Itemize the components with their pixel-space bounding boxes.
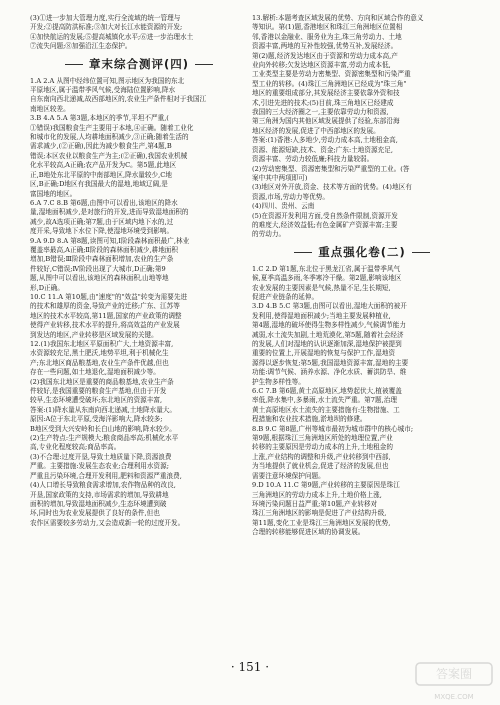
watermark-text: MXQE.COM: [434, 693, 474, 701]
text-line: 地区的技术水平较高,第11题,国家的产业政策的调整: [30, 311, 182, 320]
text-line: 资源丰富,两地的互补性较强,优势互补,发展经济。: [252, 42, 398, 51]
text-line: 第(2)题,经济发达地区由于资源和劳动力成本高,产: [252, 51, 398, 60]
text-line: (3)①进一步加大管理力度,实行全流域的统一管理与: [30, 14, 181, 22]
text-line: 9.A 9.D 8.A 第8题,读图可知,Ⅰ阶段森林面积最广,林业: [30, 236, 190, 245]
text-line: 坏,同时也为农业发展提供了良好的条件,但也: [30, 509, 160, 518]
text-line: 的劳动力。: [252, 230, 286, 239]
text-line: 农业发展的主要因素是气候,热量不足,生长期短,: [252, 283, 391, 292]
text-line: 术,引进先进的技术;(5)目前,珠三角地区已经建成: [252, 98, 394, 107]
text-line: 资源丰富、劳动力较低廉;科技力量较弱。: [252, 155, 374, 164]
text-line: 13.解析:本题考查区域发展的优势、方向和区域合作的意义: [252, 14, 424, 22]
answer-site-logo-icon: [414, 661, 494, 687]
text-line: 严重。主要措施:发展生态农业;合理利用水资源;: [30, 462, 169, 471]
text-line: 发利用,使得湿地面积减少;当地主要发展种植业,: [252, 311, 391, 320]
text-line: 程措施和农业技术措施,淤地坝的修建。: [252, 415, 367, 424]
text-line: 8.B 9.C 第8题,广州等城市最初为城市群中的核心城市;: [252, 424, 414, 433]
text-line: 第4题,湿地的破坏使得生物多样性减少,气候调节能力: [252, 321, 406, 330]
text-line: 减少,故A选项正确;第7题,由于区域内地下水的,过: [30, 217, 174, 226]
text-line: 率低,降水集中,多暴雨,水土流失严重。第7题,治理: [252, 396, 397, 405]
text-line: 增加,B错误;Ⅲ阶段中森林面积增加,农业的生产条: [30, 255, 174, 264]
text-line: 错误;本区农业以粮食生产为主;(②正确),我国农业机械: [30, 151, 188, 160]
text-line: 转移的主要原因是劳动力成本的上升,土地租金的: [252, 443, 394, 452]
text-line: 件较好,是我国重要的粮食生产基地,但由于开发: [30, 387, 167, 396]
text-line: (4)四川、贵州、云南: [252, 202, 315, 211]
text-line: 案中其中两项即可): [252, 173, 308, 182]
text-line: 化水平较高,A正确;农产品开发为C。第5题,此地区: [30, 161, 177, 170]
text-line: (2)我国东北地区是重要的商品粮基地,农业生产条: [30, 377, 174, 386]
text-line: 12.(1)我国东北地区平原面积广大,土地资源丰富,: [30, 340, 174, 348]
section-heading-right: [252, 244, 472, 260]
text-line: 型工业的转移。(4)珠江三角洲地区已经成为"珠三角": [252, 79, 407, 88]
text-line: 10.C 11.A 第10题,由"速度"的"效益"转变为需要先进: [30, 292, 188, 301]
text-line: 需要注意环境保护问题。: [252, 471, 325, 480]
heading-dash-right: [195, 64, 213, 65]
svg-text:答案圈: 答案圈: [435, 667, 473, 681]
text-line: (3)不合理:过度开垦,导致土地质量下降,资源浪费: [30, 452, 172, 461]
right-column: [252, 14, 472, 538]
text-line: 开发;②提高防洪标准;③加大对长江水能资源的开发;: [30, 23, 183, 32]
text-line: ⑦流失问题;⑧加强沿江生态保护。: [30, 42, 132, 51]
text-line: 开垦,国家政策的支持,市场需求的增加,导致耕地: [30, 490, 169, 499]
text-line: 地区的重要组成部分,其发展经济主要依靠外资和技: [252, 89, 400, 98]
text-line: (2)劳动密集型、资源密集型和污染严重型的工业。(答: [252, 164, 410, 173]
text-line: 存在一些问题,如土地退化,湿地面积减少等。: [30, 368, 160, 377]
text-line: 需求减少,(②正确),因此为减少粮食生产,第4题,B: [30, 142, 172, 151]
text-line: 件较好,C错误;Ⅳ阶段出现了大城市,D正确;第9: [30, 264, 166, 273]
text-line: 功能:调节气候、涵养水源、净化水质、蓄洪防旱、维: [252, 368, 407, 377]
text-line: 区,B正确;D地区有我国最大的湿地,地域辽阔,是: [30, 180, 168, 189]
text-line: (2)生产特点:生产规模大;粮食商品率高;机械化水平: [30, 434, 179, 443]
text-line: 严重且污染环境,合理开发利用,肥料和资源严重浪费,: [30, 471, 182, 480]
text-line: (4)人口增长导致粮食需求增加,农作物品种的改良,: [30, 481, 176, 490]
text-line: 产;东北地区商品粮基地,农业生产条件优越,但也: [30, 358, 169, 367]
text-line: 地区经济的发展,促进了中西部地区的发展。: [252, 126, 380, 135]
text-line: 南地区较差。: [30, 104, 70, 113]
text-line: 量,湿地面积减少,是对旅行的开发,进而导致湿地面积的: [30, 208, 189, 217]
text-line: 促进产业链条的延伸。: [252, 292, 319, 301]
text-line: 题,从图中可以看出,该地区的森林面积,山地等地: [30, 274, 169, 283]
text-line: 自东南向西北递减,故西部地区的,农业生产条件相对于我国江: [30, 95, 207, 104]
right-column-intro: [252, 14, 472, 240]
text-line: (3)地区对外开放,资金、技术等方面的优势。(4)地区有: [252, 183, 412, 192]
text-line: 水资源较充足,黑土肥沃,地势平坦,利于机械化生: [30, 349, 169, 358]
watermark-logo: [414, 661, 494, 701]
heading-dash-left: [294, 252, 312, 253]
heading-dash-right: [412, 252, 430, 253]
text-line: 到发达的地区,产业转移是区域发展的关键。: [30, 330, 158, 339]
text-line: 答案:(1)香港:人多地少,劳动力成本高,土地租金高,: [252, 136, 398, 145]
text-line: 形,D正确。: [30, 283, 64, 292]
text-line: 资源、能源短缺,技术、资金;广东:土地资源充足,: [252, 145, 393, 154]
text-line: 高,专业化程度较高;商品率高。: [30, 443, 121, 452]
left-column-intro: [30, 14, 248, 52]
text-line: 较早,生态环境遭受破坏;东北地区的资源丰富,: [30, 396, 163, 405]
text-line: 正,B地处东北平原的中南部地区,降水量较少,C地: [30, 170, 172, 179]
text-line: 农作区需要较多劳动力,又会造成新一轮的过度开发。: [30, 518, 185, 527]
section-title-left: 章末综合测评(四): [88, 56, 189, 71]
text-line: 上涨,产业结构的调整和升级,产业转移到中西部,: [252, 452, 391, 461]
text-line: 重要的位置上,开展湿地的恢复与保护工作,湿地资: [252, 349, 396, 358]
right-column-answers: [252, 265, 472, 538]
text-line: 候,夏季高温多雨,冬季寒冷干燥。第2题,影响该地区: [252, 274, 402, 283]
text-line: (5)在资源开发利用方面,受自然条件限制,资源开发: [252, 211, 398, 220]
text-line: 使得产业转移,技术水平的提升,将高效益的产业发展: [30, 321, 180, 330]
text-line: 第11题,变化工业是珠江三角洲地区发展的优势,: [252, 518, 391, 527]
text-line: B地区受到大兴安岭和长白山地的影响,降水较少。: [30, 424, 176, 433]
left-column-answers: [30, 77, 248, 529]
text-line: 3.B 4.A 5.A 第3题,本地区的季节,平坦不严重,(: [30, 114, 169, 123]
text-line: 富国地的地区。: [30, 189, 77, 198]
text-line: 三角洲地区的劳动力成本上升,土地价格上涨,: [252, 490, 382, 499]
text-line: 6.C 7.B 第6题,黄土高原地区,地势起伏大,植被覆盖: [252, 387, 402, 396]
text-line: 珠江三角洲地区的影响是促进了产业结构升级,: [252, 509, 387, 518]
heading-dash-left: [65, 64, 83, 65]
text-line: 业向外转移;欠发达地区资源丰富,劳动力成本低,: [252, 61, 391, 70]
text-line: 原因:A位于东北平原,受海洋影响大,降水较多;: [30, 415, 163, 424]
text-line: 第9题,根据珠江三角洲地区所处的地理位置,产业: [252, 434, 393, 443]
text-line: 工业类型主要是劳动力密集型、资源密集型和污染严重: [252, 70, 411, 79]
text-line: 的发展,人们对湿地的认识逐渐加深,湿地保护被提到: [252, 340, 402, 348]
text-line: 的难度大,经济效益低;有色金属矿产资源丰富;主要: [252, 220, 398, 229]
text-line: 和城市化的发展,人均耕地面积减少,③正确;随着生活的: [30, 133, 189, 142]
text-line: ①错误)我国粮食生产主要用于本地,④正确。随着工业化: [30, 123, 194, 132]
text-line: 6.A 7.C 8.B 第6题,由图中可以看出,该地区的降水: [30, 198, 178, 207]
section-title-right: 重点强化卷(二): [318, 244, 406, 259]
text-line: 答案:(1)降水量从东南向西北递减,土地降水量大。: [30, 405, 177, 414]
page-number: · 151 ·: [230, 660, 270, 674]
section-heading-left: [30, 56, 248, 72]
text-line: 的技术和雄厚的资金,导致产业的迁移;广东、江苏等: [30, 302, 180, 311]
text-line: 第三角洲为国内其他区域发展提供了经验,东部沿海: [252, 117, 400, 126]
left-column: [30, 14, 248, 528]
text-line: 资源,市场,劳动力等优势。: [252, 192, 329, 201]
text-line: ④加快航运的发展;⑤提高城镇化水平;⑥进一步治理水土: [30, 32, 194, 41]
text-line: 我国的三大经济圈之一,主要依靠劳动力和资源,: [252, 108, 389, 117]
text-line: 邻,香港以金融业、服务业为主,珠三角劳动力、土地: [252, 32, 402, 41]
text-line: 1.C 2.D 第1题,东北位于黑龙江省,属于温带季风气: [252, 264, 401, 273]
text-line: 覆盖率最高,A正确;Ⅱ阶段的森林面积减少,耕地面积: [30, 245, 179, 254]
text-line: 护生物多样性等。: [252, 377, 305, 386]
text-line: 减弱,水土流失加剧,土地荒漠化,第5题,随着社会经济: [252, 330, 404, 339]
text-line: 黄土高原地区水土流失的主要措施有:生物措施、工: [252, 405, 400, 414]
text-line: 源得以逐步恢复;第5题,我国湿地资源丰富,湿地的主要: [252, 358, 409, 367]
text-line: 等知识。第(1)题,香港地区和珠江三角洲地区位置相: [252, 23, 403, 32]
text-line: 1.A 2.A 从图中经纬位置可知,图示地区为我国的东北: [30, 76, 185, 85]
text-line: 3.D 4.B 5.C 第3题,由图可以看出,湿地大面积的被开: [252, 302, 407, 311]
text-line: 面积的增加,导致湿地面积减少,生态环境遭到破: [30, 499, 167, 508]
text-line: 为当地提供了就业机会,促进了经济的发展,但也: [252, 462, 389, 471]
text-line: 合理的转移能够促进区域的协调发展。: [252, 528, 365, 537]
text-line: 9.D 10.A 11.C 第9题,产业转移的主要原因是珠江: [252, 481, 400, 490]
text-line: 度开采,导致地下水位下降,使湿地环境受到影响。: [30, 227, 174, 236]
text-line: 环境污染问题日益严重;第10题,产业转移对: [252, 499, 378, 508]
text-line: 平原地区,属于温带季风气候,受海陆位置影响,降水: [30, 86, 176, 95]
